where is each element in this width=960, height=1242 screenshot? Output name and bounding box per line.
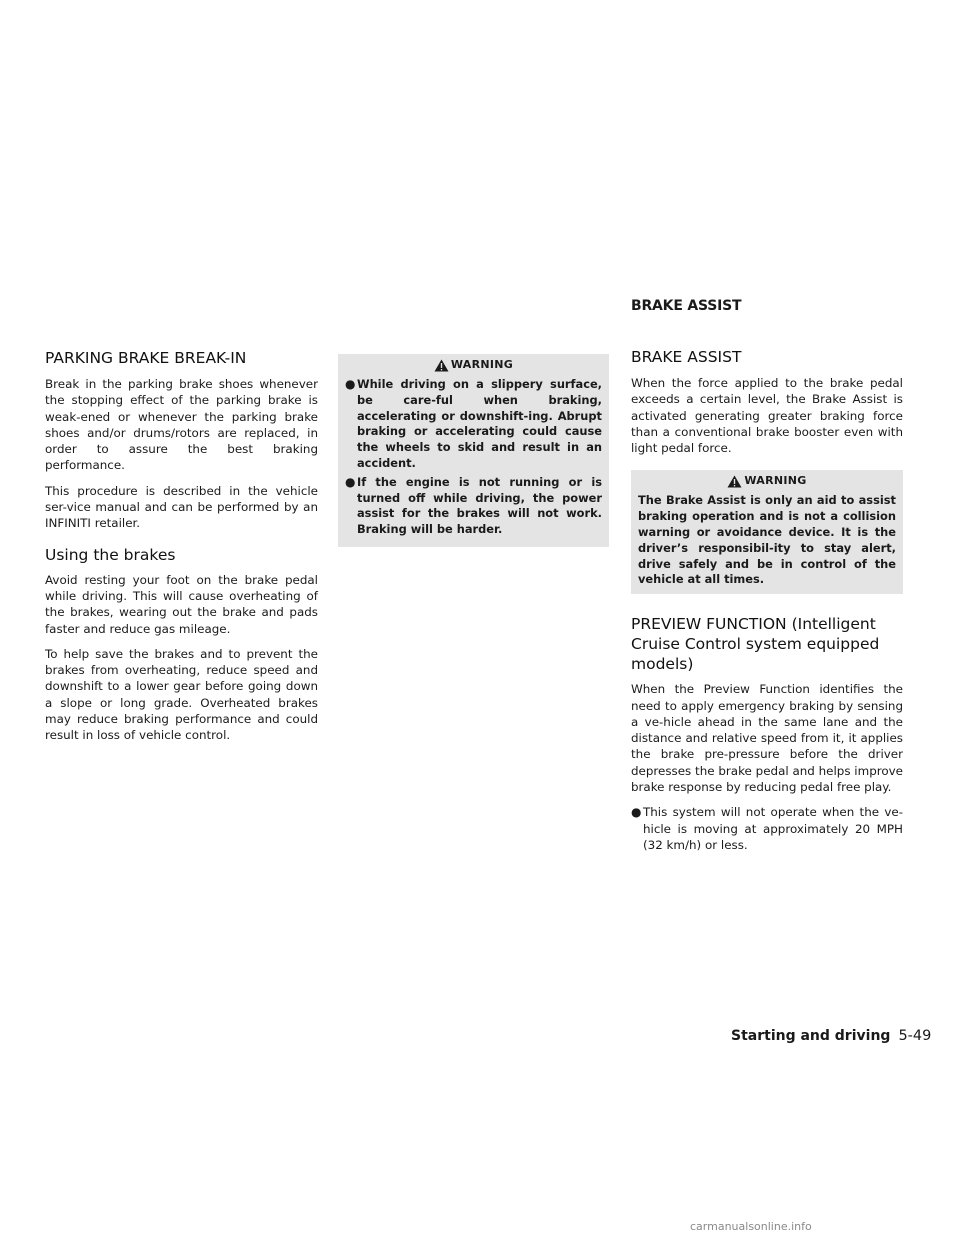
right-column — [631, 347, 903, 853]
warning-bullet-item — [345, 377, 602, 472]
warning-label: WARNING — [450, 358, 514, 371]
preview-function-bullet-text: This system will not operate when the ve-hicle is moving at approximately 20 MPH (32 km/h) or less. — [643, 805, 903, 852]
warning-bullet-item — [345, 475, 602, 538]
section-heading: BRAKE ASSIST — [631, 298, 742, 314]
warning-triangle-icon — [434, 359, 449, 372]
watermark: carmanualsonline.info — [690, 1220, 812, 1233]
brake-assist-warning-box — [631, 470, 903, 594]
warning-triangle-icon — [727, 475, 742, 488]
warning-label: WARNING — [744, 474, 807, 488]
using-brakes-paragraph-2: To help save the brakes and to prevent the brakes from overheating, reduce speed and downshift to a lower gear before going down a slope or long grade. Overheated brakes may reduce braking performance and could result in loss of vehicle control. — [45, 646, 318, 743]
left-column — [45, 348, 318, 753]
parking-brake-break-in-title: PARKING BRAKE BREAK-IN — [45, 349, 247, 367]
page-footer — [731, 1028, 931, 1044]
warning-bullet-text: If the engine is not running or is turned off while driving, the power assist for the brakes will not work. Braking will be harder. — [357, 474, 602, 537]
warning-box — [338, 354, 609, 547]
footer-section-title: Starting and driving — [731, 1028, 891, 1044]
warning-bullet-text: While driving on a slippery surface, be care-ful when braking, accelerating or downshift-ing. Abrupt braking or accelerating could cause the wheels to skid and result in an accident. — [357, 377, 602, 470]
brake-assist-warning-text: The Brake Assist is only an aid to assist braking operation and is not a collision warning or avoidance device. It is the driver’s responsibil-ity to stay alert, drive safely and be in control of the vehicle at all times. — [638, 493, 896, 587]
break-in-paragraph-2: This procedure is described in the vehicle ser-vice manual and can be performed by an INFINITI retailer. — [45, 483, 318, 531]
brake-assist-paragraph: When the force applied to the brake pedal exceeds a certain level, the Brake Assist is activated generating greater braking force than a conventional brake booster even with light pedal force. — [631, 376, 903, 456]
bullet-icon: ● — [631, 805, 642, 820]
brake-assist-title: BRAKE ASSIST — [631, 348, 742, 366]
warning-header — [345, 358, 602, 372]
bullet-icon: ● — [345, 377, 356, 391]
warning-header — [638, 474, 896, 488]
using-brakes-title: Using the brakes — [45, 545, 176, 564]
middle-column — [338, 354, 609, 547]
bullet-icon: ● — [345, 474, 356, 489]
break-in-paragraph-1: Break in the parking brake shoes whenever the stopping effect of the parking brake is weak-ened or whenever the parking brake shoes and/or drums/rotors are replaced, in order to assure the best braking performance. — [45, 377, 318, 473]
page-number: 5-49 — [898, 1028, 932, 1044]
preview-function-title: PREVIEW FUNCTION (Intelligent Cruise Control system equipped models) — [631, 615, 880, 674]
using-brakes-paragraph-1: Avoid resting your foot on the brake pedal while driving. This will cause overheating of the brakes, wearing out the brake and pads faster and reduce gas mileage. — [45, 572, 318, 636]
list-item — [631, 804, 903, 853]
preview-function-paragraph: When the Preview Function identifies the need to apply emergency braking by sensing a ve-hicle ahead in the same lane and the distance and relative speed from it, it applies the brake pre-pressure before the driver depresses the brake pedal and helps improve brake response by reducing pedal free play. — [631, 682, 903, 795]
